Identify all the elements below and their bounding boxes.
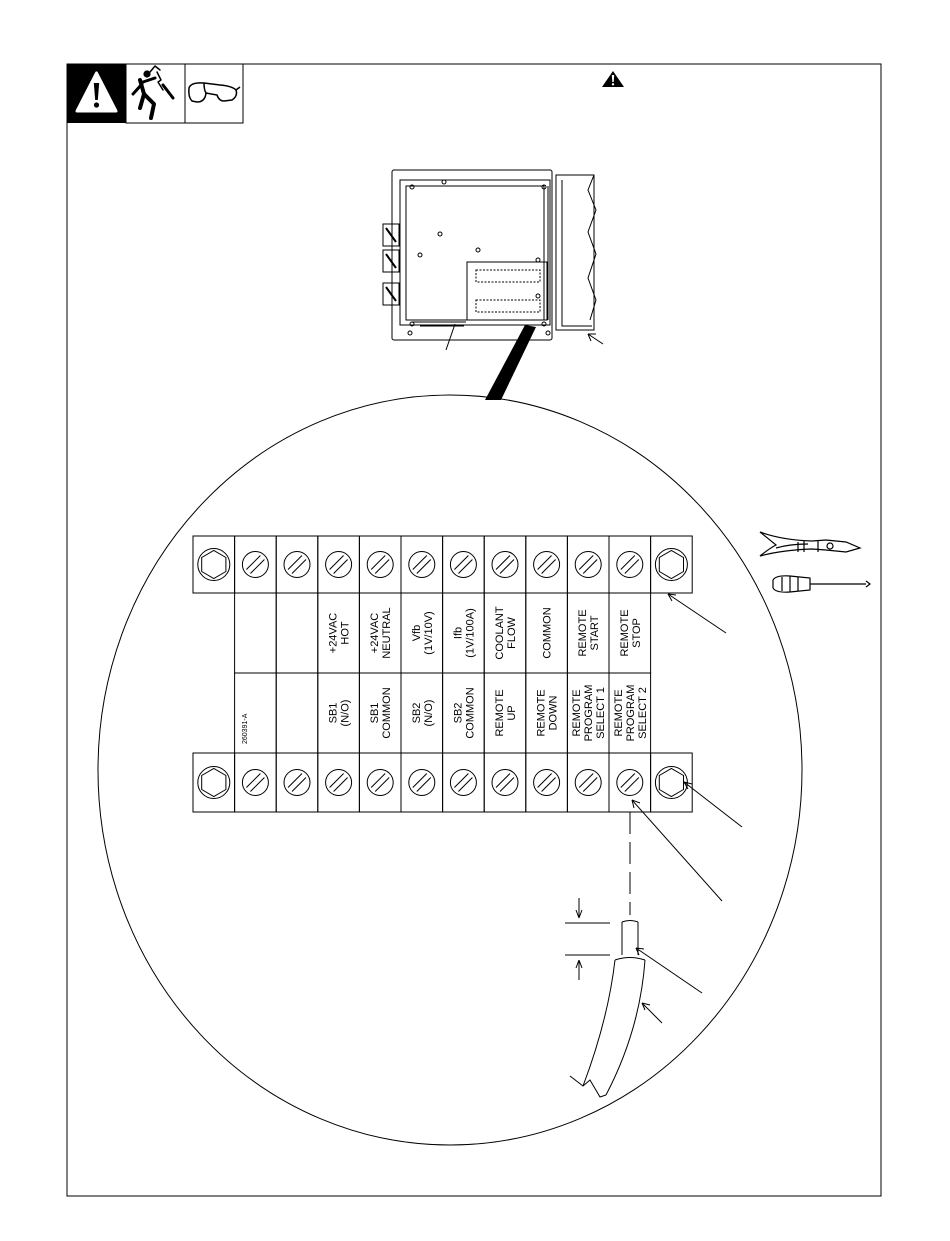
upper-label-4 <box>318 593 360 673</box>
terminal-screw-icon <box>534 770 560 796</box>
lower-terminal-8 <box>484 753 526 812</box>
terminal-label-text: SB1 <box>327 702 340 724</box>
machine-enclosure <box>383 170 596 340</box>
terminal-label-text: STOP <box>630 618 643 648</box>
lower-terminal-3 <box>276 753 318 812</box>
terminal-label-text: REMOTE <box>571 689 584 737</box>
lower-terminal-2 <box>235 753 277 812</box>
terminal-screw-icon <box>367 552 393 578</box>
lower-terminal-6 <box>401 753 443 812</box>
lower-label-8 <box>484 673 526 753</box>
upper-terminal-12 <box>651 536 693 593</box>
upper-label-9 <box>526 593 568 673</box>
lower-label-11 <box>609 673 651 753</box>
terminal-label-text: DOWN <box>547 695 560 731</box>
terminal-screw-icon <box>409 770 435 796</box>
drawing-number: 260391-A <box>242 713 249 744</box>
terminal-screw-icon <box>242 552 268 578</box>
terminal-screw-icon <box>492 770 518 796</box>
terminal-label-text: REMOTE <box>577 609 590 657</box>
lower-label-7 <box>443 673 485 753</box>
lower-label-5 <box>359 673 401 753</box>
upper-label-10 <box>567 593 609 673</box>
terminal-label-text: START <box>589 615 602 651</box>
upper-label-3 <box>276 593 318 673</box>
lower-terminal-5 <box>359 753 401 812</box>
terminal-screw-icon <box>326 552 352 578</box>
hex-nut-icon <box>655 549 687 581</box>
terminal-screw-icon <box>617 770 643 796</box>
upper-terminal-2 <box>235 536 277 593</box>
terminal-screw-icon <box>284 770 310 796</box>
terminal-screw-icon <box>326 770 352 796</box>
safety-header <box>67 64 243 123</box>
upper-terminal-4 <box>318 536 360 593</box>
terminal-label-text: REMOTE <box>612 689 625 737</box>
terminal-label-text: SB2 <box>410 702 423 724</box>
upper-terminal-1 <box>193 536 235 593</box>
terminal-screw-icon <box>242 770 268 796</box>
terminal-label-text: COMMON <box>541 607 554 659</box>
terminal-strip-upper <box>193 536 692 593</box>
lower-terminal-1 <box>193 753 235 812</box>
terminal-label-text: PROGRAM <box>624 684 637 742</box>
hex-nut-icon <box>198 549 230 581</box>
electric-shock-icon <box>133 66 173 118</box>
terminal-label-text: COMMON <box>464 687 477 739</box>
lower-terminal-7 <box>443 753 485 812</box>
hex-nut-icon <box>198 767 230 799</box>
upper-terminal-6 <box>401 536 443 593</box>
terminal-label-text: (N/O) <box>422 699 435 727</box>
terminal-label-text: REMOTE <box>494 689 506 737</box>
terminal-screw-icon <box>409 552 435 578</box>
lower-terminal-9 <box>526 753 568 812</box>
terminal-screw-icon <box>492 552 518 578</box>
terminal-label-text: SELECT 1 <box>595 687 608 739</box>
upper-label-6 <box>401 593 443 673</box>
terminal-label-table <box>235 593 651 753</box>
lower-label-2 <box>235 673 277 753</box>
upper-label-7 <box>443 593 485 673</box>
terminal-label-text: SELECT 2 <box>636 687 649 739</box>
terminal-label-text: SB2 <box>452 702 465 724</box>
lower-terminal-11 <box>609 753 651 812</box>
terminal-label-text: UP <box>506 705 518 721</box>
screwdriver-icon <box>773 576 870 592</box>
upper-label-11 <box>609 593 651 673</box>
terminal-label-text: REMOTE <box>535 689 548 737</box>
hex-nut-icon <box>655 767 687 799</box>
terminal-screw-icon <box>575 552 601 578</box>
terminal-label-text: REMOTE <box>618 609 631 657</box>
upper-terminal-5 <box>359 536 401 593</box>
terminal-label-text: NEUTRAL <box>381 607 394 659</box>
terminal-screw-icon <box>617 552 643 578</box>
terminal-label-text: SB1 <box>369 702 382 724</box>
terminal-screw-icon <box>284 552 310 578</box>
lower-label-4 <box>318 673 360 753</box>
terminal-label-text: HOT <box>339 621 352 645</box>
upper-label-5 <box>359 593 401 673</box>
terminal-label-text: +24VAC <box>369 612 382 654</box>
terminal-label-text: PROGRAM <box>583 684 596 742</box>
terminal-label-text: +24VAC <box>327 612 340 654</box>
upper-terminal-7 <box>443 536 485 593</box>
terminal-label-text: Ifb <box>452 626 465 640</box>
terminal-label-text: (1V/10V) <box>422 611 435 655</box>
terminal-screw-icon <box>450 552 476 578</box>
wire <box>565 898 702 1097</box>
terminal-label-text: COMMON <box>381 687 394 739</box>
terminal-label-text: COOLANT <box>494 606 506 660</box>
terminal-label-text: (1V/100A) <box>464 608 477 658</box>
upper-label-8 <box>484 593 526 673</box>
warning-triangle-icon <box>602 71 624 87</box>
terminal-screw-icon <box>575 770 601 796</box>
lower-terminal-4 <box>318 753 360 812</box>
wire-stripper-icon <box>760 532 860 556</box>
upper-terminal-10 <box>567 536 609 593</box>
terminal-strip-lower <box>193 753 692 812</box>
terminal-label-text: (N/O) <box>339 699 352 727</box>
magnification-wedge <box>485 325 536 400</box>
lower-label-3 <box>276 673 318 753</box>
upper-terminal-9 <box>526 536 568 593</box>
upper-terminal-3 <box>276 536 318 593</box>
lower-terminal-10 <box>567 753 609 812</box>
lower-label-10 <box>567 673 609 753</box>
terminal-label-text: Vfb <box>410 624 423 642</box>
upper-terminal-11 <box>609 536 651 593</box>
terminal-screw-icon <box>450 770 476 796</box>
lower-label-6 <box>401 673 443 753</box>
strip-callouts <box>632 594 742 901</box>
terminal-screw-icon <box>367 770 393 796</box>
upper-label-2 <box>235 593 277 673</box>
upper-terminal-8 <box>484 536 526 593</box>
lower-label-9 <box>526 673 568 753</box>
safety-glasses-icon <box>189 83 240 102</box>
terminal-screw-icon <box>534 552 560 578</box>
terminal-label-text: FLOW <box>506 617 518 649</box>
